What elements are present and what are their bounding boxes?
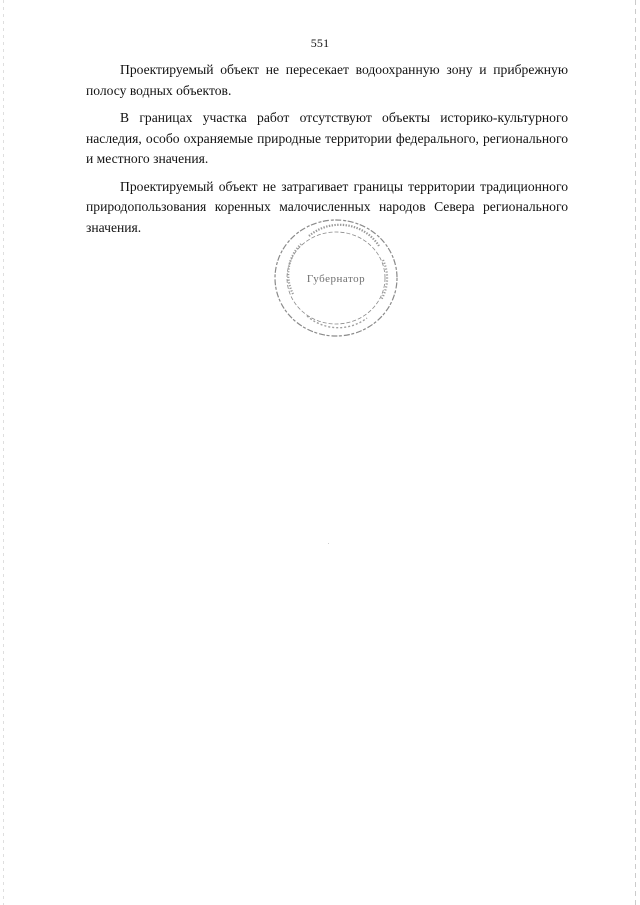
scan-speck: [328, 543, 329, 544]
paragraph-heritage-objects: В границах участка работ отсутствуют объекты историко-культурного наследия, особо охраняемые природные территории федерального, регионального и местного значения.: [86, 110, 568, 166]
seal-center-text: Губернатор: [306, 273, 366, 285]
seal-rim-lettering-right: [381, 260, 387, 300]
seal-rim-lettering: [288, 244, 301, 294]
seal-rim-lettering-top: [309, 225, 379, 246]
page-number: 551: [310, 36, 330, 50]
seal-bottom-arc: [307, 316, 367, 328]
scan-edge-left: [3, 0, 4, 905]
paragraph-traditional-land-use: Проектируемый объект не затрагивает границы территории традиционного природопользования коренных малочисленных народов Севера регионального значения.: [86, 178, 568, 235]
scan-edge-right: [635, 0, 636, 905]
official-seal-stamp: [271, 216, 401, 342]
paragraph-water-protection: Проектируемый объект не пересекает водоохранную зону и прибрежную полосу водных объектов.: [86, 62, 568, 98]
